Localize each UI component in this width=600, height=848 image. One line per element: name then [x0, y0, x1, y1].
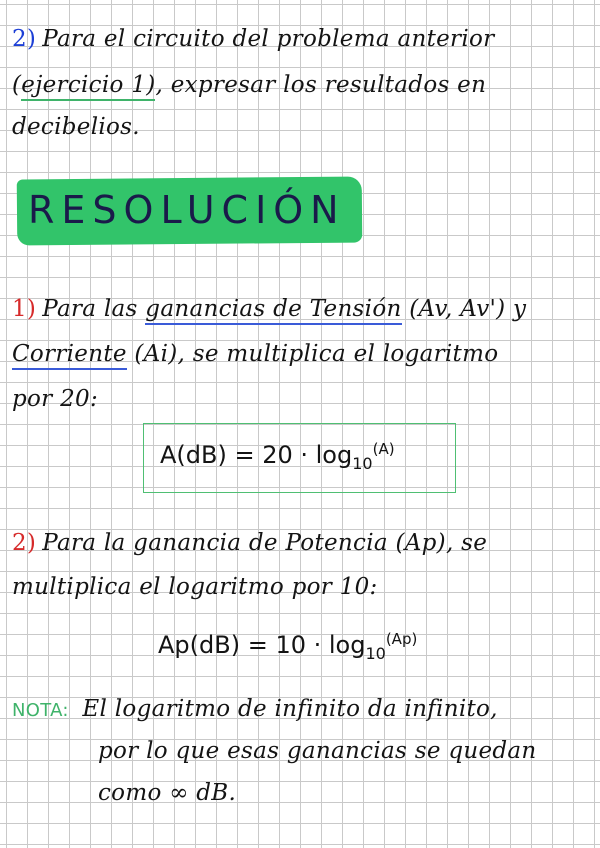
problem-line-1 — [12, 26, 494, 52]
item2-text-b: multiplica el logaritmo por 10: — [12, 574, 378, 600]
item1-line-2 — [12, 341, 498, 367]
item1-underlined-tension: ganancias de Tensión — [145, 296, 401, 325]
problem-number: 2) — [12, 26, 37, 52]
problem-text-1: Para el circuito del problema anterior — [42, 26, 495, 52]
nota-label: NOTA: — [12, 700, 69, 721]
item1-text-b: (Av, Av') y — [409, 296, 527, 322]
problem-text-3: decibelios. — [12, 114, 140, 140]
item2-number: 2) — [12, 530, 37, 556]
formula2 — [158, 630, 417, 663]
exercise-reference: ejercicio 1) — [21, 72, 155, 101]
nota-text-1: El logaritmo de infinito da infinito, — [82, 696, 498, 722]
nota-text-2: por lo que esas ganancias se quedan — [98, 738, 537, 764]
item2-line-1 — [12, 530, 487, 556]
problem-line-3 — [12, 114, 140, 140]
item2-text-a: Para la ganancia de Potencia (Ap), se — [42, 530, 488, 556]
item1-text-d: por 20: — [12, 386, 98, 412]
item1-text-a: Para las — [42, 296, 138, 322]
formula1-subscript: 10 — [352, 453, 373, 473]
formula2-superscript: (Ap) — [385, 630, 418, 648]
formula1-lhs: A(dB) = 20 · log — [160, 441, 353, 469]
paren-open: ( — [12, 72, 22, 98]
item1-underlined-corriente: Corriente — [12, 341, 127, 370]
nota-line-1 — [12, 696, 498, 722]
nota-text-3: como ∞ dB. — [98, 780, 237, 806]
item1-line-1 — [12, 296, 526, 322]
heading-resolucion: RESOLUCIÓN — [28, 188, 346, 232]
nota-line-2 — [98, 738, 537, 764]
formula2-subscript: 10 — [365, 643, 386, 663]
item1-text-c: (Ai), se multiplica el logaritmo — [134, 341, 499, 367]
nota-line-3 — [98, 780, 236, 806]
item2-line-2 — [12, 574, 378, 600]
item1-number: 1) — [12, 296, 37, 322]
formula1 — [160, 440, 395, 473]
item1-line-3 — [12, 386, 98, 412]
formula2-lhs: Ap(dB) = 10 · log — [158, 631, 366, 659]
formula1-superscript: (A) — [372, 440, 395, 458]
problem-line-2 — [12, 72, 486, 98]
problem-text-2: , expresar los resultados en — [155, 72, 487, 98]
